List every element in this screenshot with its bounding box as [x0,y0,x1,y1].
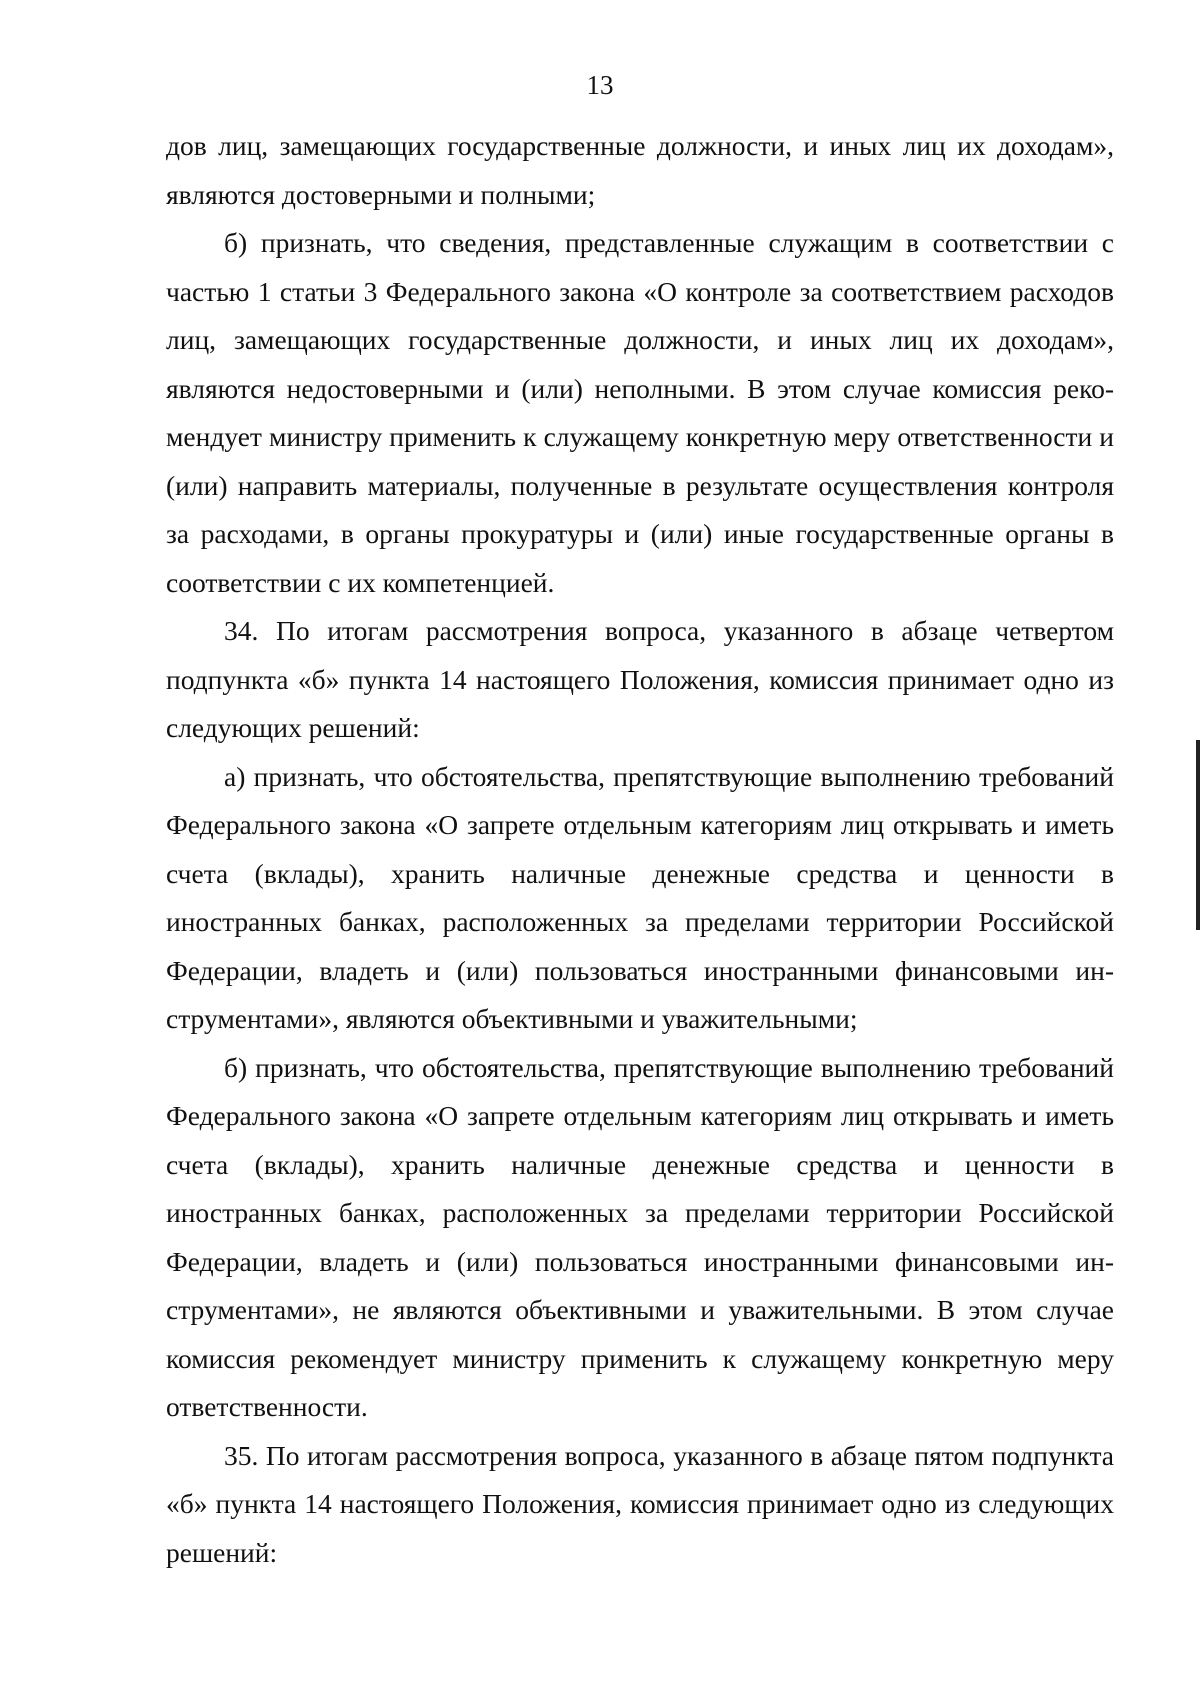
paragraph-subitem-b-foreign-banks: б) признать, что обстоятельства, препятствующие выполнению требований Федерального закона «О запрете отдельным категориям лиц открывать и иметь счета (вклады), хранить наличные денежные средства и ценности в иностранных банках, расположенных за пределами территории Российской Федерации, владеть и (или) пользоваться иностранными финансовыми инструментами», не являются объективными и уважительными. В этом случае комиссия рекомендует министру применить к служащему конкретную меру ответственности. [166,1051,1114,1422]
paragraph-item-34: 34. По итогам рассмотрения вопроса, указанного в абзаце четвертом подпункта «б» пункта 14 настоящего Положения, комиссия принимает одно из следующих решений: [166,615,1114,743]
scan-edge-mark [1196,740,1200,930]
paragraph-continuation: дов лиц, замещающих государственные должности, и иных лиц их доходам», являются достоверными и полными; [166,130,1114,210]
page-number: 13 [586,70,614,100]
document-body [166,122,1114,1577]
paragraph-subitem-a-foreign-banks: а) признать, что обстоятельства, препятствующие выполнению требований Федерального закона «О запрете отдельным категориям лиц открывать и иметь счета (вклады), хранить наличные денежные средства и ценности в иностранных банках, расположенных за пределами территории Российской Федерации, владеть и (или) пользоваться иностранными финансовыми инструментами», являются объективными и уважительными; [166,760,1114,1034]
paragraph-item-35: 35. По итогам рассмотрения вопроса, указанного в абзаце пятом подпункта «б» пункта 14 настоящего Положения, комиссия принимает одно из следующих решений: [166,1439,1114,1568]
paragraph-subitem-b-income: б) признать, что сведения, представленные служащим в соответствии с частью 1 статьи 3 Федерального закона «О контроле за соответствием расходов лиц, замещающих государственные должности, и иных лиц их доходам», являются недостоверными и (или) неполными. В этом случае комиссия рекомендует министру применить к служащему конкретную меру ответственности и (или) направить материалы, полученные в результате осуществления контроля за расходами, в органы прокуратуры и (или) иные государственные органы в соответствии с их компетенцией. [166,227,1114,598]
